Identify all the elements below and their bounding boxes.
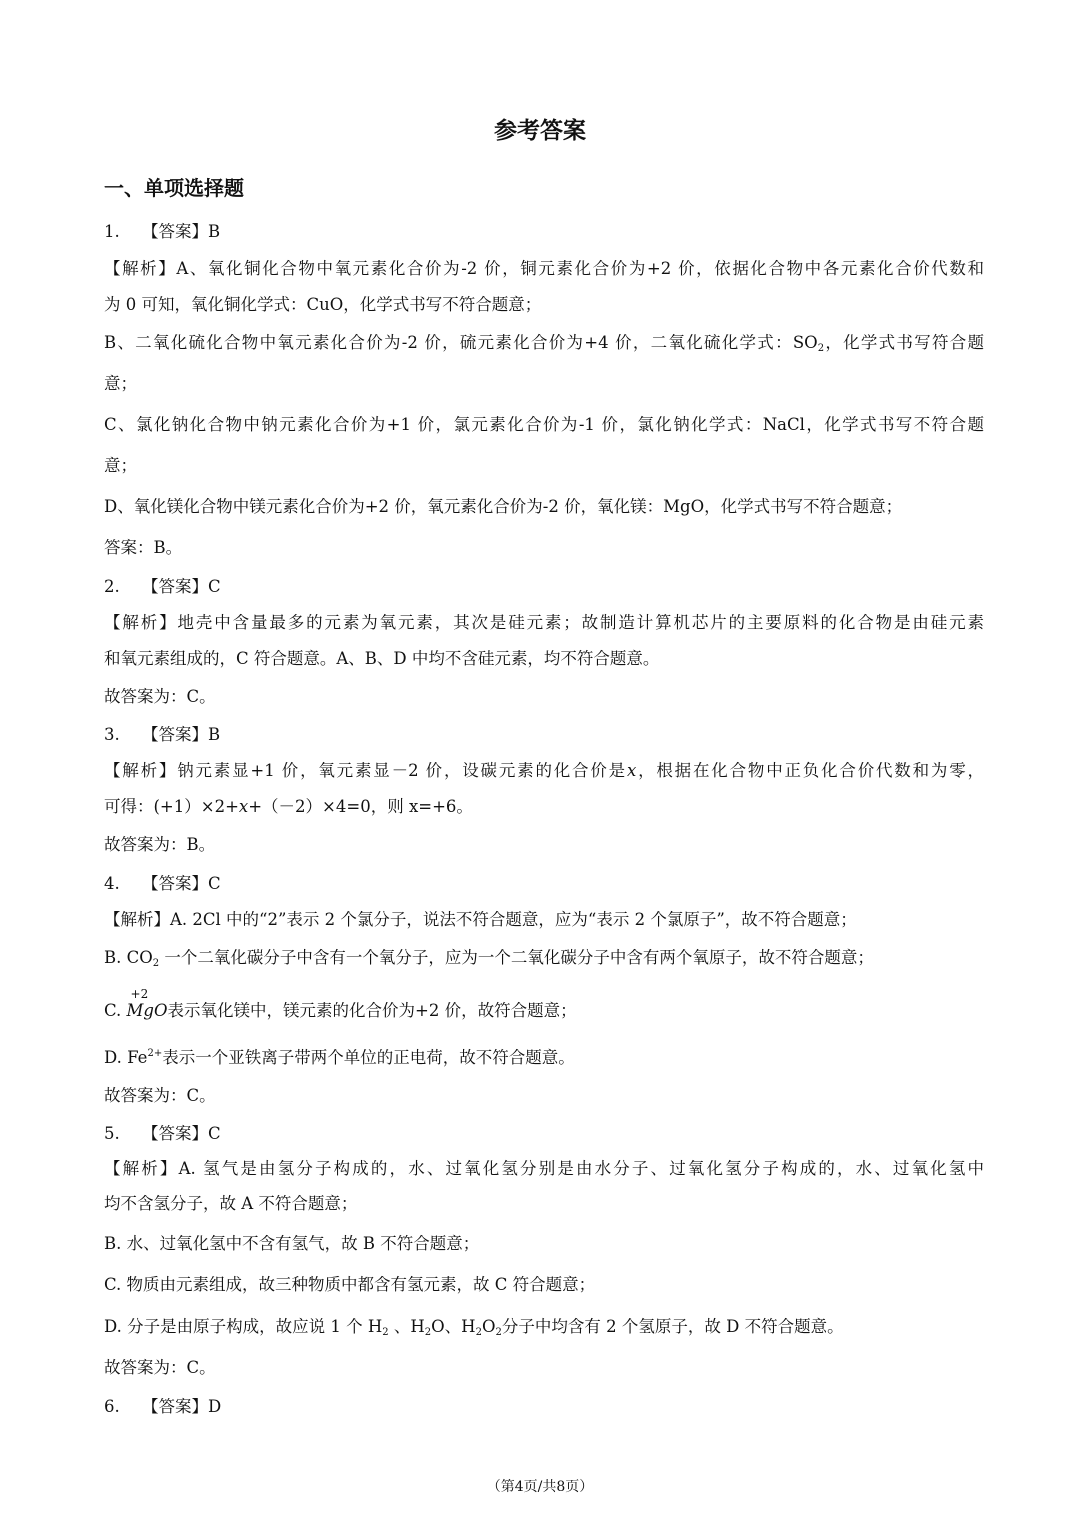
q3-conclusion: 故答案为：B。 xyxy=(104,835,216,854)
q5-explanation-line: 【解析】A. 氢气是由氢分子构成的，水、过氧化氢分别是由水分子、过氧化氢分子构成的，水、过氧化氢中 xyxy=(104,1159,984,1178)
q2-conclusion: 故答案为：C。 xyxy=(104,687,216,706)
q6-number: 6. xyxy=(104,1397,120,1416)
q4-explanation-line: D. $Fe^{2+}$表示一个亚铁离子带两个单位的正电荷，故不符合题意。 xyxy=(104,1048,575,1067)
q1-explanation-line: 为 0 可知，氧化铜化学式：CuO，化学式书写不符合题意； xyxy=(104,295,542,314)
q1-explanation-line: 意； xyxy=(104,374,137,393)
q4-explanation-line: 【解析】A. 2Cl 中的“2”表示 2 个氯分子，说法不符合题意，应为“表示 2 个氯原子”，故不符合题意； xyxy=(104,910,857,929)
q5-explanation-line: 均不含氢分子，故 A 不符合题意； xyxy=(104,1194,358,1213)
q4-answer-line xyxy=(104,873,984,895)
q6-answer: 【答案】D xyxy=(142,1397,222,1416)
q1-conclusion: 答案：B。 xyxy=(104,538,183,557)
q5-conclusion: 故答案为：C。 xyxy=(104,1358,216,1377)
q4-number: 4. xyxy=(104,874,120,893)
page-footer: （第4页/共8页） xyxy=(486,1479,594,1495)
q4-conclusion: 故答案为：C。 xyxy=(104,1086,216,1105)
q1-explanation-line: 【解析】A、氧化铜化合物中氧元素化合价为-2 价，铜元素化合价为+2 价，依据化合物中各元素化合价代数和 xyxy=(104,259,984,278)
q4-answer: 【答案】C xyxy=(142,874,221,893)
section-heading: 一、单项选择题 xyxy=(104,176,244,200)
q4-explanation-line: C. +2 MgO表示氧化镁中，镁元素的化合价为+2 价，故符合题意； xyxy=(104,987,577,1020)
q5-explanation-line: B. 水、过氧化氢中不含有氢气，故 B 不符合题意； xyxy=(104,1234,480,1253)
q5-number: 5. xyxy=(104,1124,120,1143)
q4-explanation-line: B. $CO_2$ 一个二氧化碳分子中含有一个氧分子，应为一个二氧化碳分子中含有两个氧原子，故不符合题意； xyxy=(104,948,874,969)
q3-explanation-line: 可得：(+1）×2+x+（－2）×4=0，则 x=+6。 xyxy=(104,797,473,816)
q5-answer-line xyxy=(104,1123,984,1145)
q1-answer-line xyxy=(104,221,984,243)
q1-explanation-line: B、二氧化硫化合物中氧元素化合价为-2 价，硫元素化合价为+4 价，二氧化硫化学式：$SO_2$，化学式书写符合题 xyxy=(104,333,985,354)
q2-number: 2. xyxy=(104,577,120,596)
q2-explanation-line: 【解析】地壳中含量最多的元素为氧元素，其次是硅元素；故制造计算机芯片的主要原料的化合物是由硅元素 xyxy=(104,613,984,632)
q5-answer: 【答案】C xyxy=(142,1124,221,1143)
q3-answer: 【答案】B xyxy=(142,725,221,744)
q2-answer-line xyxy=(104,576,984,598)
q5-explanation-line: C. 物质由元素组成，故三种物质中都含有氢元素，故 C 符合题意； xyxy=(104,1275,596,1294)
q6-answer-line xyxy=(104,1396,984,1418)
q1-answer: 【答案】B xyxy=(142,222,221,241)
page-title: 参考答案 xyxy=(494,118,586,144)
q1-explanation-line: C、氯化钠化合物中钠元素化合价为+1 价，氯元素化合价为-1 价，氯化钠化学式：NaCl，化学式书写不符合题 xyxy=(104,415,984,434)
q2-answer: 【答案】C xyxy=(142,577,221,596)
q2-explanation-line: 和氧元素组成的，C 符合题意。A、B、D 中均不含硅元素，均不符合题意。 xyxy=(104,649,660,668)
q1-number: 1. xyxy=(104,222,120,241)
q1-explanation-line: 意； xyxy=(104,456,137,475)
q1-explanation-line: D、氧化镁化合物中镁元素化合价为+2 价，氧元素化合价为-2 价，氧化镁：MgO，化学式书写不符合题意； xyxy=(104,497,903,516)
q3-answer-line xyxy=(104,724,984,746)
q3-explanation-line: 【解析】钠元素显+1 价，氧元素显－2 价，设碳元素的化合价是x，根据在化合物中正负化合价代数和为零， xyxy=(104,761,985,780)
q3-number: 3. xyxy=(104,725,120,744)
valence-formula: +2 MgO xyxy=(126,987,168,1020)
q5-explanation-line: D. 分子是由原子构成，故应说 1 个 $H_2$ 、$H_2O$、$H_2O_2$分子中均含有 2 个氢原子，故 D 不符合题意。 xyxy=(104,1317,844,1338)
